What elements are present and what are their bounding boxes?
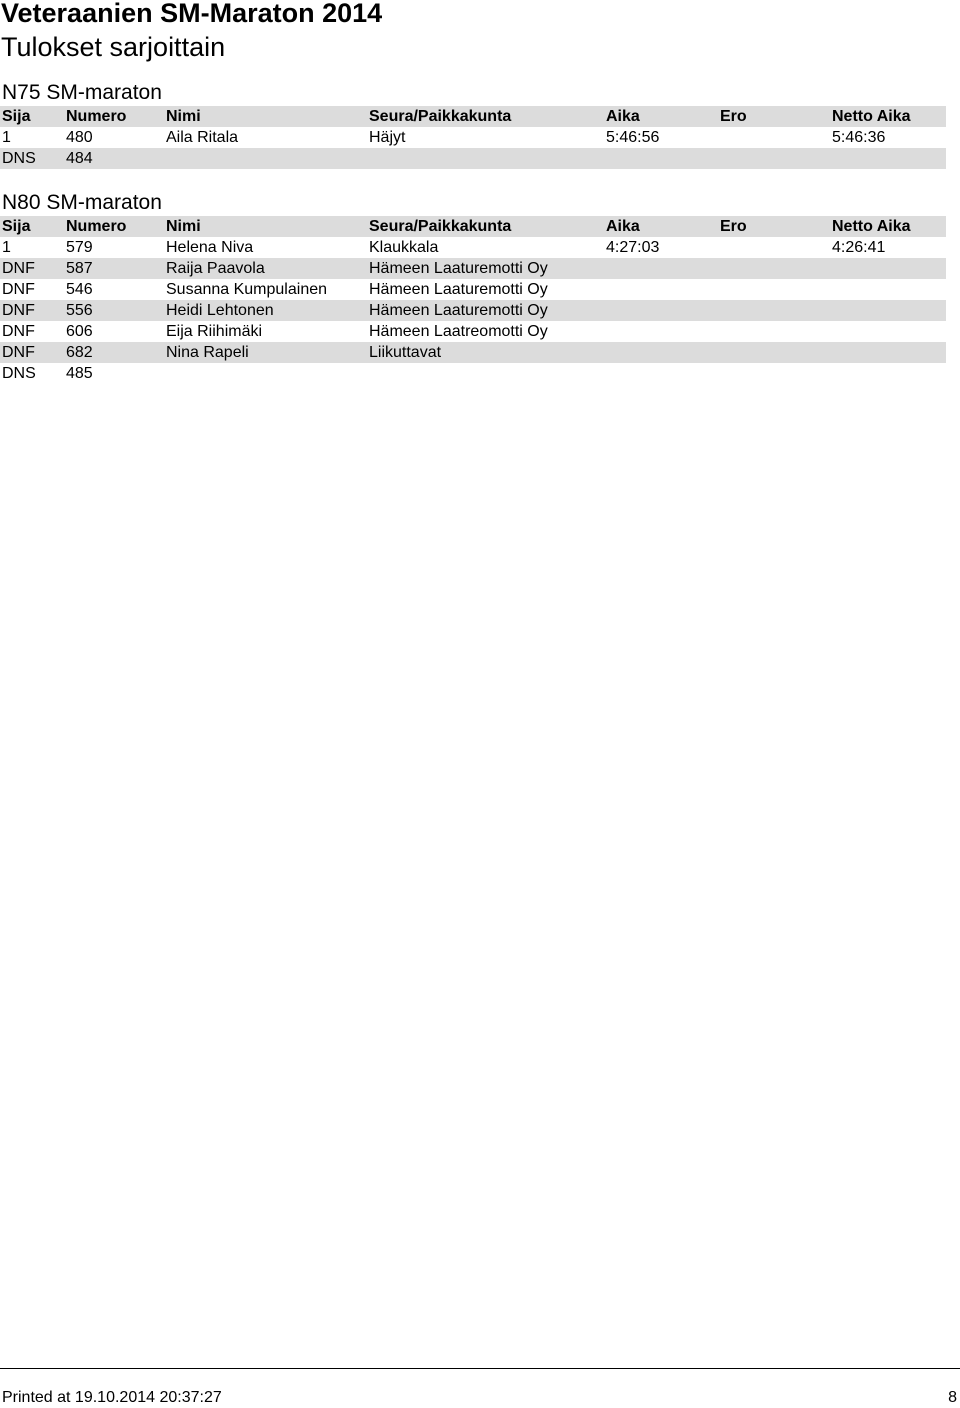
table-row	[0, 258, 946, 279]
cell-nimi: Nina Rapeli	[166, 344, 249, 361]
header-sija: Sija	[2, 218, 31, 235]
document-title: Veteraanien SM-Maraton 2014	[1, 0, 383, 28]
cell-sija: DNF	[2, 281, 35, 298]
header-sija: Sija	[2, 108, 31, 125]
cell-seura: Hämeen Laaturemotti Oy	[369, 302, 548, 319]
header-seura: Seura/Paikkakunta	[369, 218, 512, 235]
table-row	[0, 148, 946, 169]
header-aika: Aika	[606, 218, 640, 235]
cell-sija: 1	[2, 239, 11, 256]
table-header	[0, 216, 946, 237]
header-numero: Numero	[66, 218, 127, 235]
table-header	[0, 106, 946, 127]
document-subtitle: Tulokset sarjoittain	[1, 32, 226, 62]
header-ero: Ero	[720, 218, 747, 235]
cell-sija: DNF	[2, 323, 35, 340]
cell-numero: 484	[66, 150, 93, 167]
header-numero: Numero	[66, 108, 127, 125]
cell-numero: 480	[66, 129, 93, 146]
cell-numero: 682	[66, 344, 93, 361]
table-row	[0, 321, 946, 342]
cell-sija: DNS	[2, 150, 36, 167]
cell-numero: 587	[66, 260, 93, 277]
section-title: N75 SM-maraton	[2, 81, 162, 104]
table-row	[0, 300, 946, 321]
cell-sija: DNF	[2, 302, 35, 319]
section-n75	[0, 80, 946, 169]
cell-sija: DNF	[2, 260, 35, 277]
header-nimi: Nimi	[166, 218, 201, 235]
cell-sija: 1	[2, 129, 11, 146]
cell-seura: Liikuttavat	[369, 344, 442, 361]
table-row	[0, 127, 946, 148]
table-row	[0, 279, 946, 300]
cell-sija: DNF	[2, 344, 35, 361]
cell-aika: 5:46:56	[606, 129, 660, 146]
header-nimi: Nimi	[166, 108, 201, 125]
cell-nimi: Raija Paavola	[166, 260, 265, 277]
header-ero: Ero	[720, 108, 747, 125]
footer-divider	[0, 1368, 960, 1369]
cell-nimi: Helena Niva	[166, 239, 254, 256]
cell-numero: 606	[66, 323, 93, 340]
cell-seura: Hämeen Laatreomotti Oy	[369, 323, 548, 340]
section-title: N80 SM-maraton	[2, 191, 162, 214]
cell-seura: Hämeen Laaturemotti Oy	[369, 260, 548, 277]
cell-seura: Klaukkala	[369, 239, 439, 256]
table-row	[0, 237, 946, 258]
cell-nimi: Eija Riihimäki	[166, 323, 263, 340]
cell-seura: Häjyt	[369, 129, 406, 146]
header-seura: Seura/Paikkakunta	[369, 108, 512, 125]
cell-nimi: Susanna Kumpulainen	[166, 281, 328, 298]
footer-printed-at: Printed at 19.10.2014 20:37:27	[2, 1389, 222, 1406]
cell-numero: 556	[66, 302, 93, 319]
cell-aika: 4:27:03	[606, 239, 660, 256]
cell-netto: 5:46:36	[832, 129, 886, 146]
cell-nimi: Heidi Lehtonen	[166, 302, 274, 319]
footer-page-number: 8	[948, 1389, 957, 1406]
cell-nimi: Aila Ritala	[166, 129, 239, 146]
cell-numero: 546	[66, 281, 93, 298]
header-aika: Aika	[606, 108, 640, 125]
cell-numero: 579	[66, 239, 93, 256]
section-n80	[0, 190, 946, 384]
cell-numero: 485	[66, 365, 93, 382]
table-row	[0, 342, 946, 363]
header-netto: Netto Aika	[832, 218, 911, 235]
cell-netto: 4:26:41	[832, 239, 886, 256]
header-netto: Netto Aika	[832, 108, 911, 125]
cell-seura: Hämeen Laaturemotti Oy	[369, 281, 548, 298]
cell-sija: DNS	[2, 365, 36, 382]
table-row	[0, 363, 946, 384]
